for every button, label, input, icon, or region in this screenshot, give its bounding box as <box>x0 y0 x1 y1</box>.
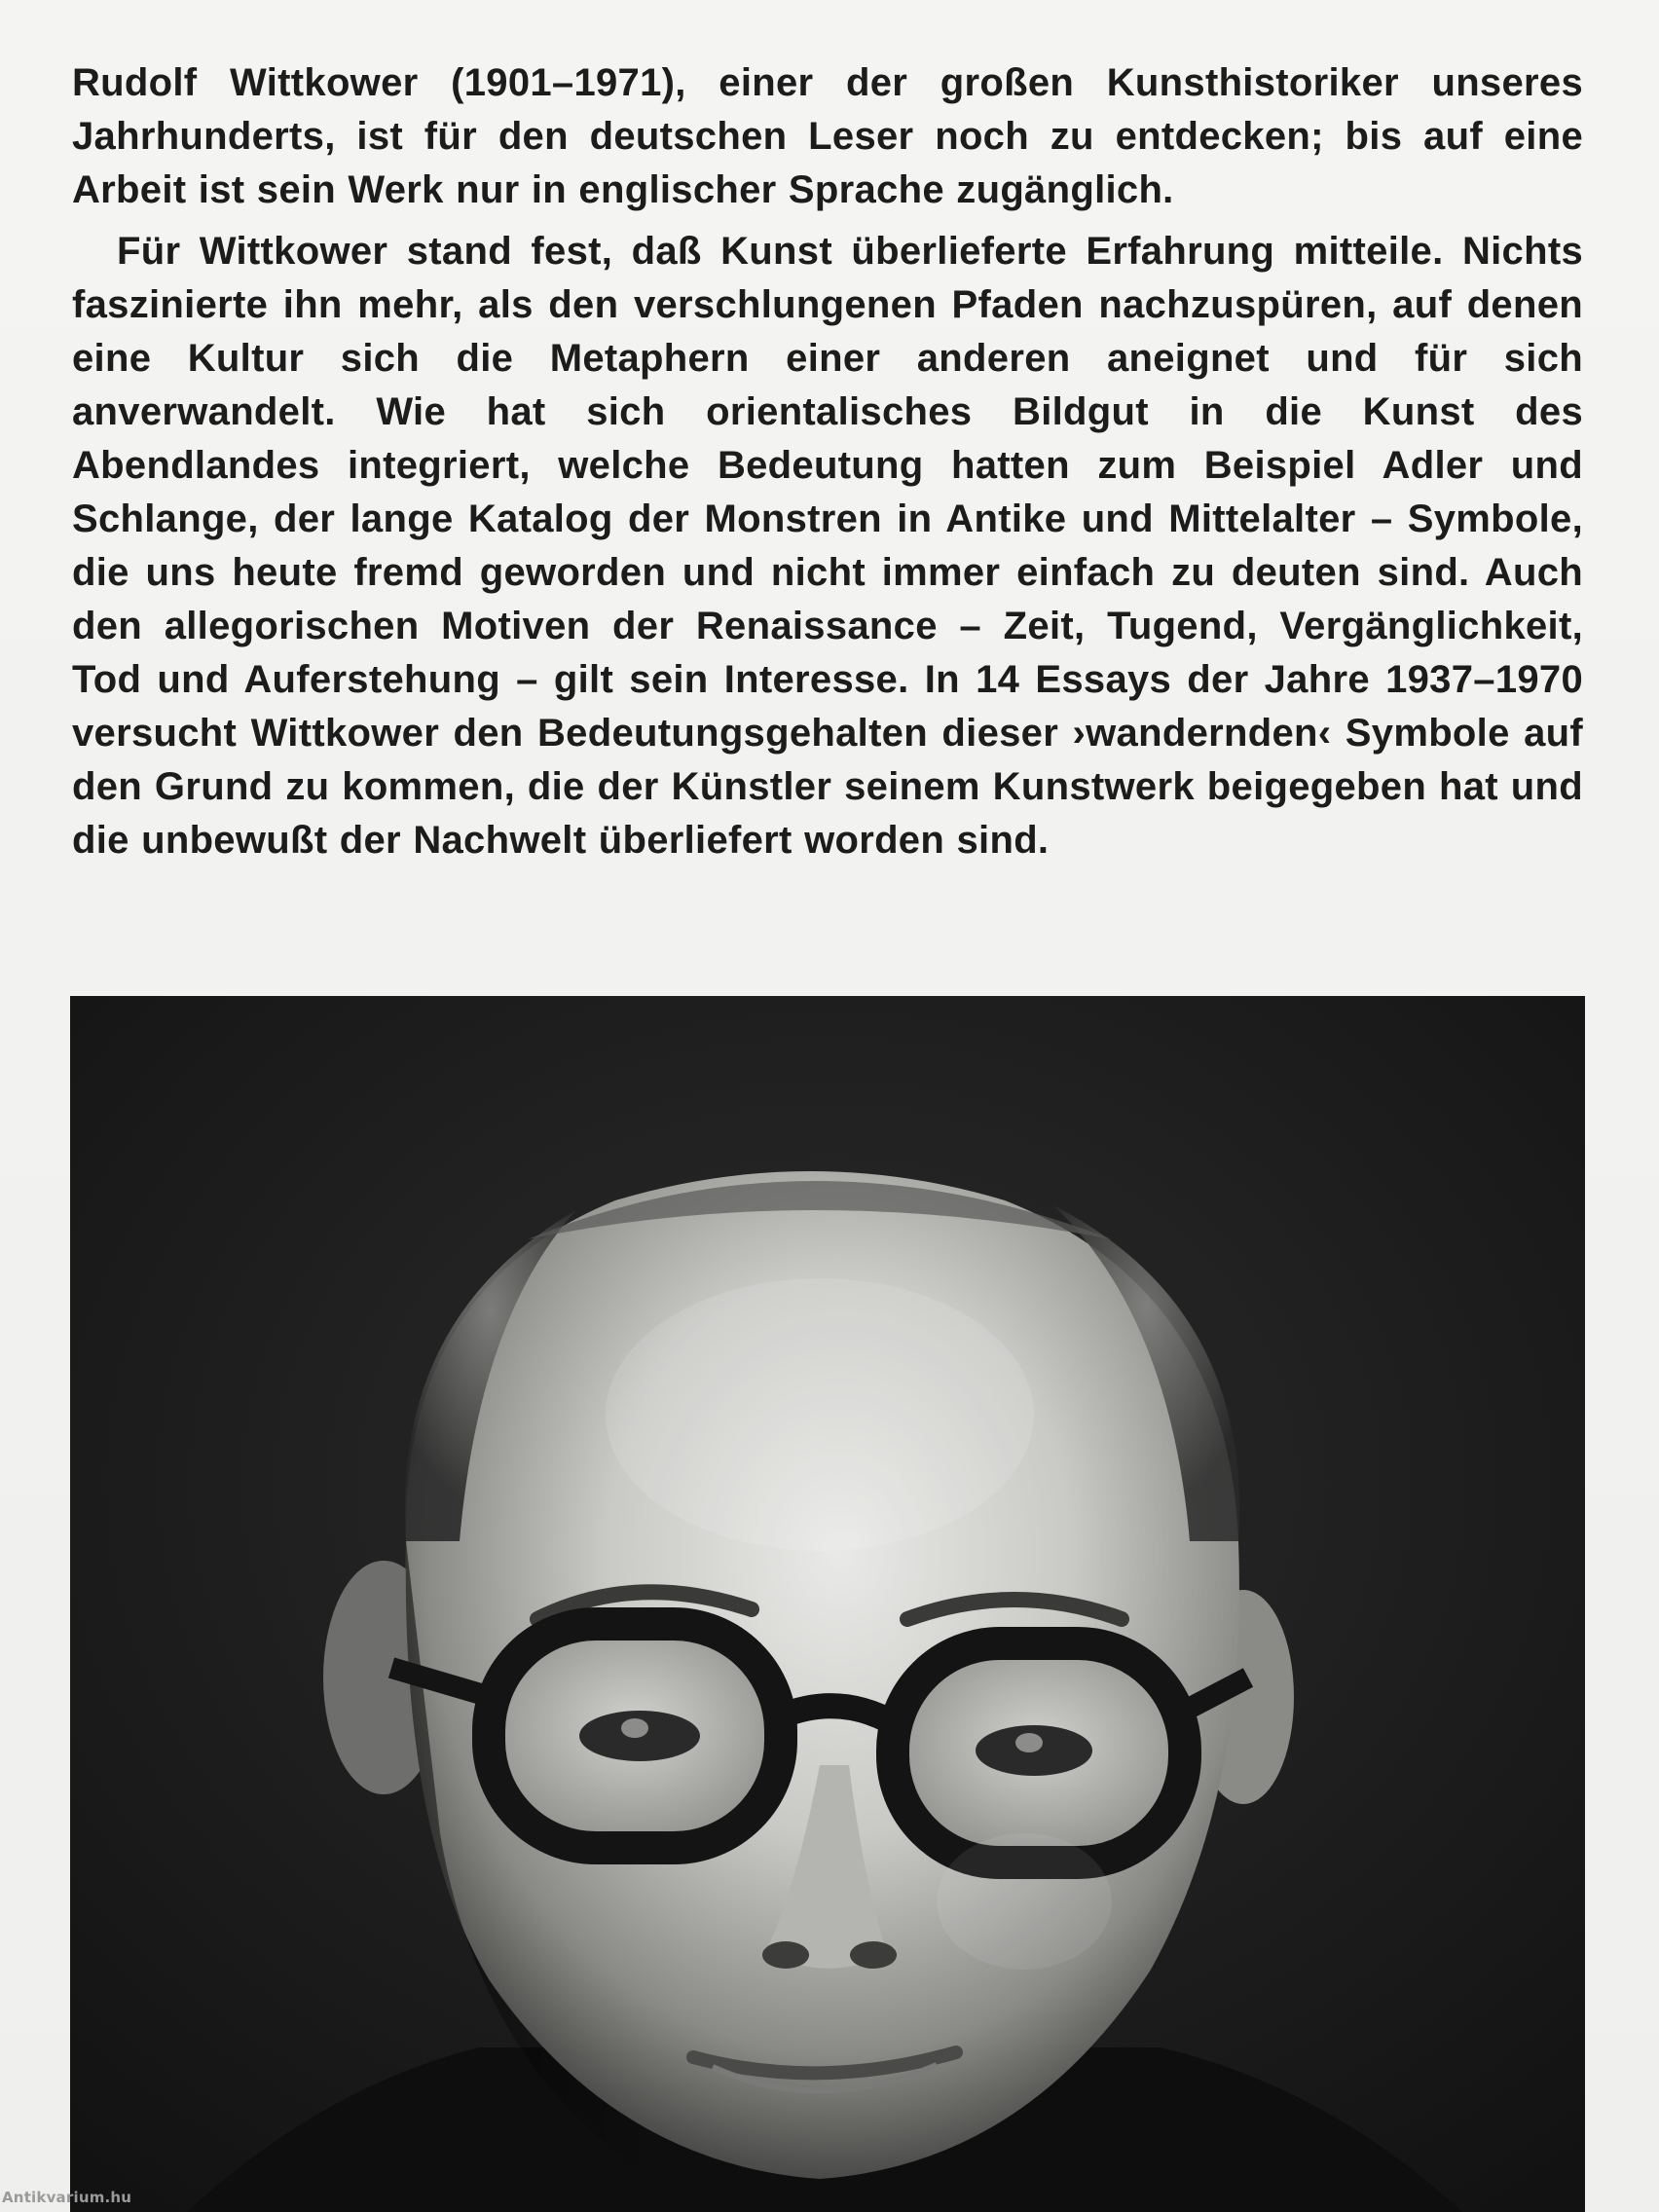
watermark-text: Antikvarium.hu <box>2 2189 132 2206</box>
blurb-text <box>72 56 1583 867</box>
author-portrait-photo <box>70 996 1585 2212</box>
paragraph-body: Für Wittkower stand fest, daß Kunst überlieferte Erfahrung mitteile. Nichts faszinierte ihn mehr, als den verschlungenen Pfaden nachzuspüren, auf denen eine Kultur sich die Metaphern einer anderen aneignet und für sich anverwandelt. Wie hat sich orientalisches Bildgut in die Kunst des Abendlandes integriert, welche Bedeutung hatten zum Beispiel Adler und Schlange, der lange Katalog der Monstren in Antike und Mittelalter – Symbole, die uns heute fremd geworden und nicht immer einfach zu deuten sind. Auch den allegorischen Motiven der Renaissance – Zeit, Tugend, Vergänglichkeit, Tod und Auferstehung – gilt sein Interesse. In 14 Essays der Jahre 1937–1970 versucht Wittkower den Bedeutungsgehalten dieser ›wandernden‹ Symbole auf den Grund zu kommen, die der Künstler seinem Kunstwerk beigegeben hat und die unbewußt der Nachwelt überliefert worden sind. <box>72 230 1583 862</box>
paragraph-intro: Rudolf Wittkower (1901–1971), einer der großen Kunsthistoriker unseres Jahrhunderts, ist für den deutschen Leser noch zu entdecken; bis auf eine Arbeit ist sein Werk nur in englischer Sprache zugänglich. <box>72 61 1583 211</box>
portrait-illustration <box>70 996 1585 2212</box>
